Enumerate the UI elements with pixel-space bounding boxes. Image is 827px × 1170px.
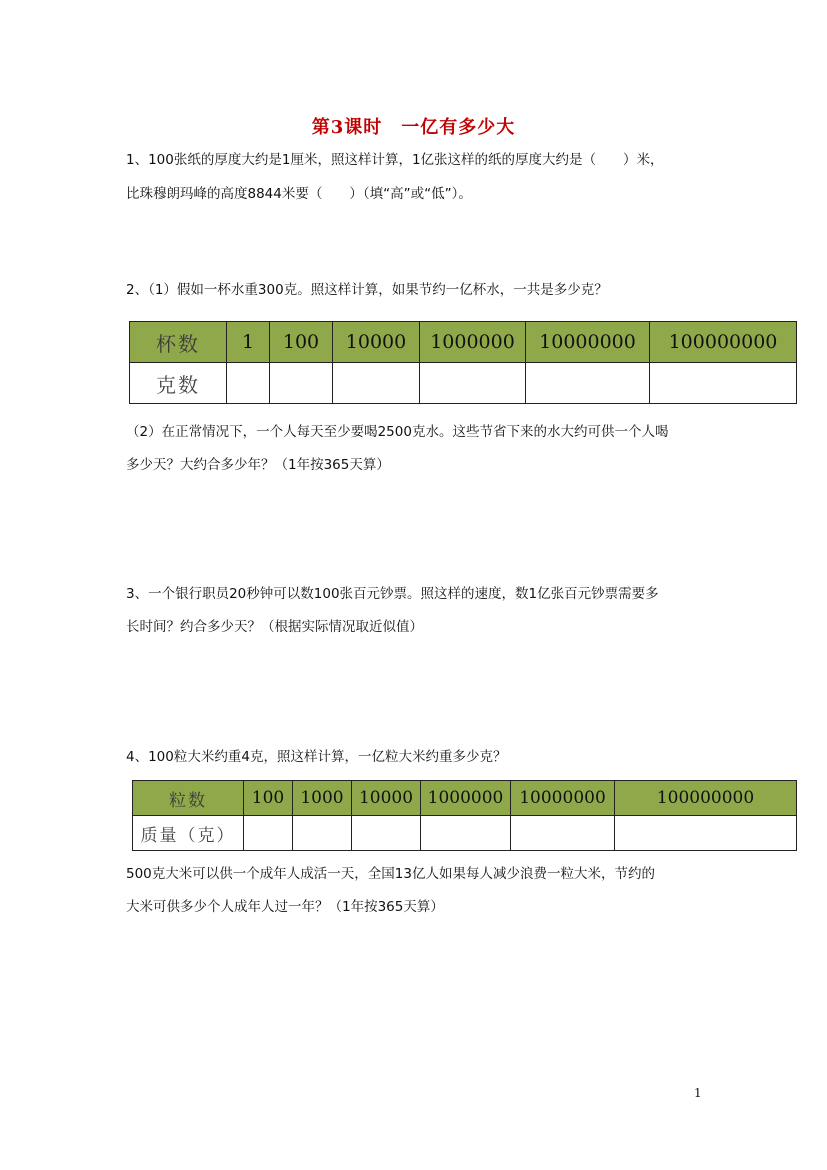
- table-column-header: 10000000: [526, 322, 650, 363]
- table-column-header: 10000: [352, 781, 421, 816]
- table-header-row: [133, 781, 797, 816]
- table-column-header: 1: [227, 322, 270, 363]
- answer-cell[interactable]: [421, 816, 511, 851]
- table-answer-row: [133, 816, 797, 851]
- water-cups-table: [129, 321, 797, 404]
- table-column-header: 10000: [333, 322, 420, 363]
- question-4-line-1: 4、100粒大米约重4克，照这样计算，一亿粒大米约重多少克？: [126, 749, 507, 765]
- question-3-line-2: 长时间？约合多少天？（根据实际情况取近似值）: [126, 619, 423, 635]
- question-2-part-1: 2、（1）假如一杯水重300克。照这样计算，如果节约一亿杯水，一共是多少克？: [126, 282, 608, 298]
- answer-cell[interactable]: [526, 363, 650, 404]
- page-title: 第3课时 一亿有多少大: [311, 117, 516, 138]
- answer-cell[interactable]: [352, 816, 421, 851]
- row-label-mass: 质量（克）: [133, 816, 244, 851]
- table-column-header: 10000000: [511, 781, 615, 816]
- table-column-header: 100: [244, 781, 293, 816]
- answer-cell[interactable]: [244, 816, 293, 851]
- question-2-part-2-line-2: 多少天？大约合多少年？（1年按365天算）: [126, 457, 390, 473]
- table-answer-row: [130, 363, 797, 404]
- answer-cell[interactable]: [293, 816, 352, 851]
- question-2-part-2-line-1: （2）在正常情况下，一个人每天至少要喝2500克水。这些节省下来的水大约可供一个人喝: [126, 424, 669, 440]
- table-column-header: 100: [270, 322, 333, 363]
- table-column-header: 1000000: [420, 322, 526, 363]
- answer-cell[interactable]: [615, 816, 797, 851]
- table-column-header: 100000000: [650, 322, 797, 363]
- table-header-row: [130, 322, 797, 363]
- table-column-header: 1000: [293, 781, 352, 816]
- rice-grains-table: [132, 780, 797, 851]
- answer-cell[interactable]: [333, 363, 420, 404]
- question-1-line-1: 1、100张纸的厚度大约是1厘米，照这样计算，1亿张这样的纸的厚度大约是（ ）米，: [126, 152, 664, 168]
- question-4-follow-line-2: 大米可供多少个人成年人过一年？（1年按365天算）: [126, 899, 444, 915]
- question-1-line-2: 比珠穆朗玛峰的高度8844米要（ ）（填“高”或“低”）。: [126, 186, 472, 202]
- answer-cell[interactable]: [227, 363, 270, 404]
- answer-cell[interactable]: [420, 363, 526, 404]
- answer-cell[interactable]: [511, 816, 615, 851]
- row-label-grams: 克数: [130, 363, 227, 404]
- table-column-header: 1000000: [421, 781, 511, 816]
- page-number: 1: [694, 1086, 702, 1100]
- answer-cell[interactable]: [650, 363, 797, 404]
- question-3-line-1: 3、一个银行职员20秒钟可以数100张百元钞票。照这样的速度，数1亿张百元钞票需要多: [126, 586, 659, 602]
- answer-cell[interactable]: [270, 363, 333, 404]
- row-header-cups: 杯数: [130, 322, 227, 363]
- table-column-header: 100000000: [615, 781, 797, 816]
- row-header-grains: 粒数: [133, 781, 244, 816]
- question-4-follow-line-1: 500克大米可以供一个成年人成活一天，全国13亿人如果每人减少浪费一粒大米，节约的: [126, 866, 655, 882]
